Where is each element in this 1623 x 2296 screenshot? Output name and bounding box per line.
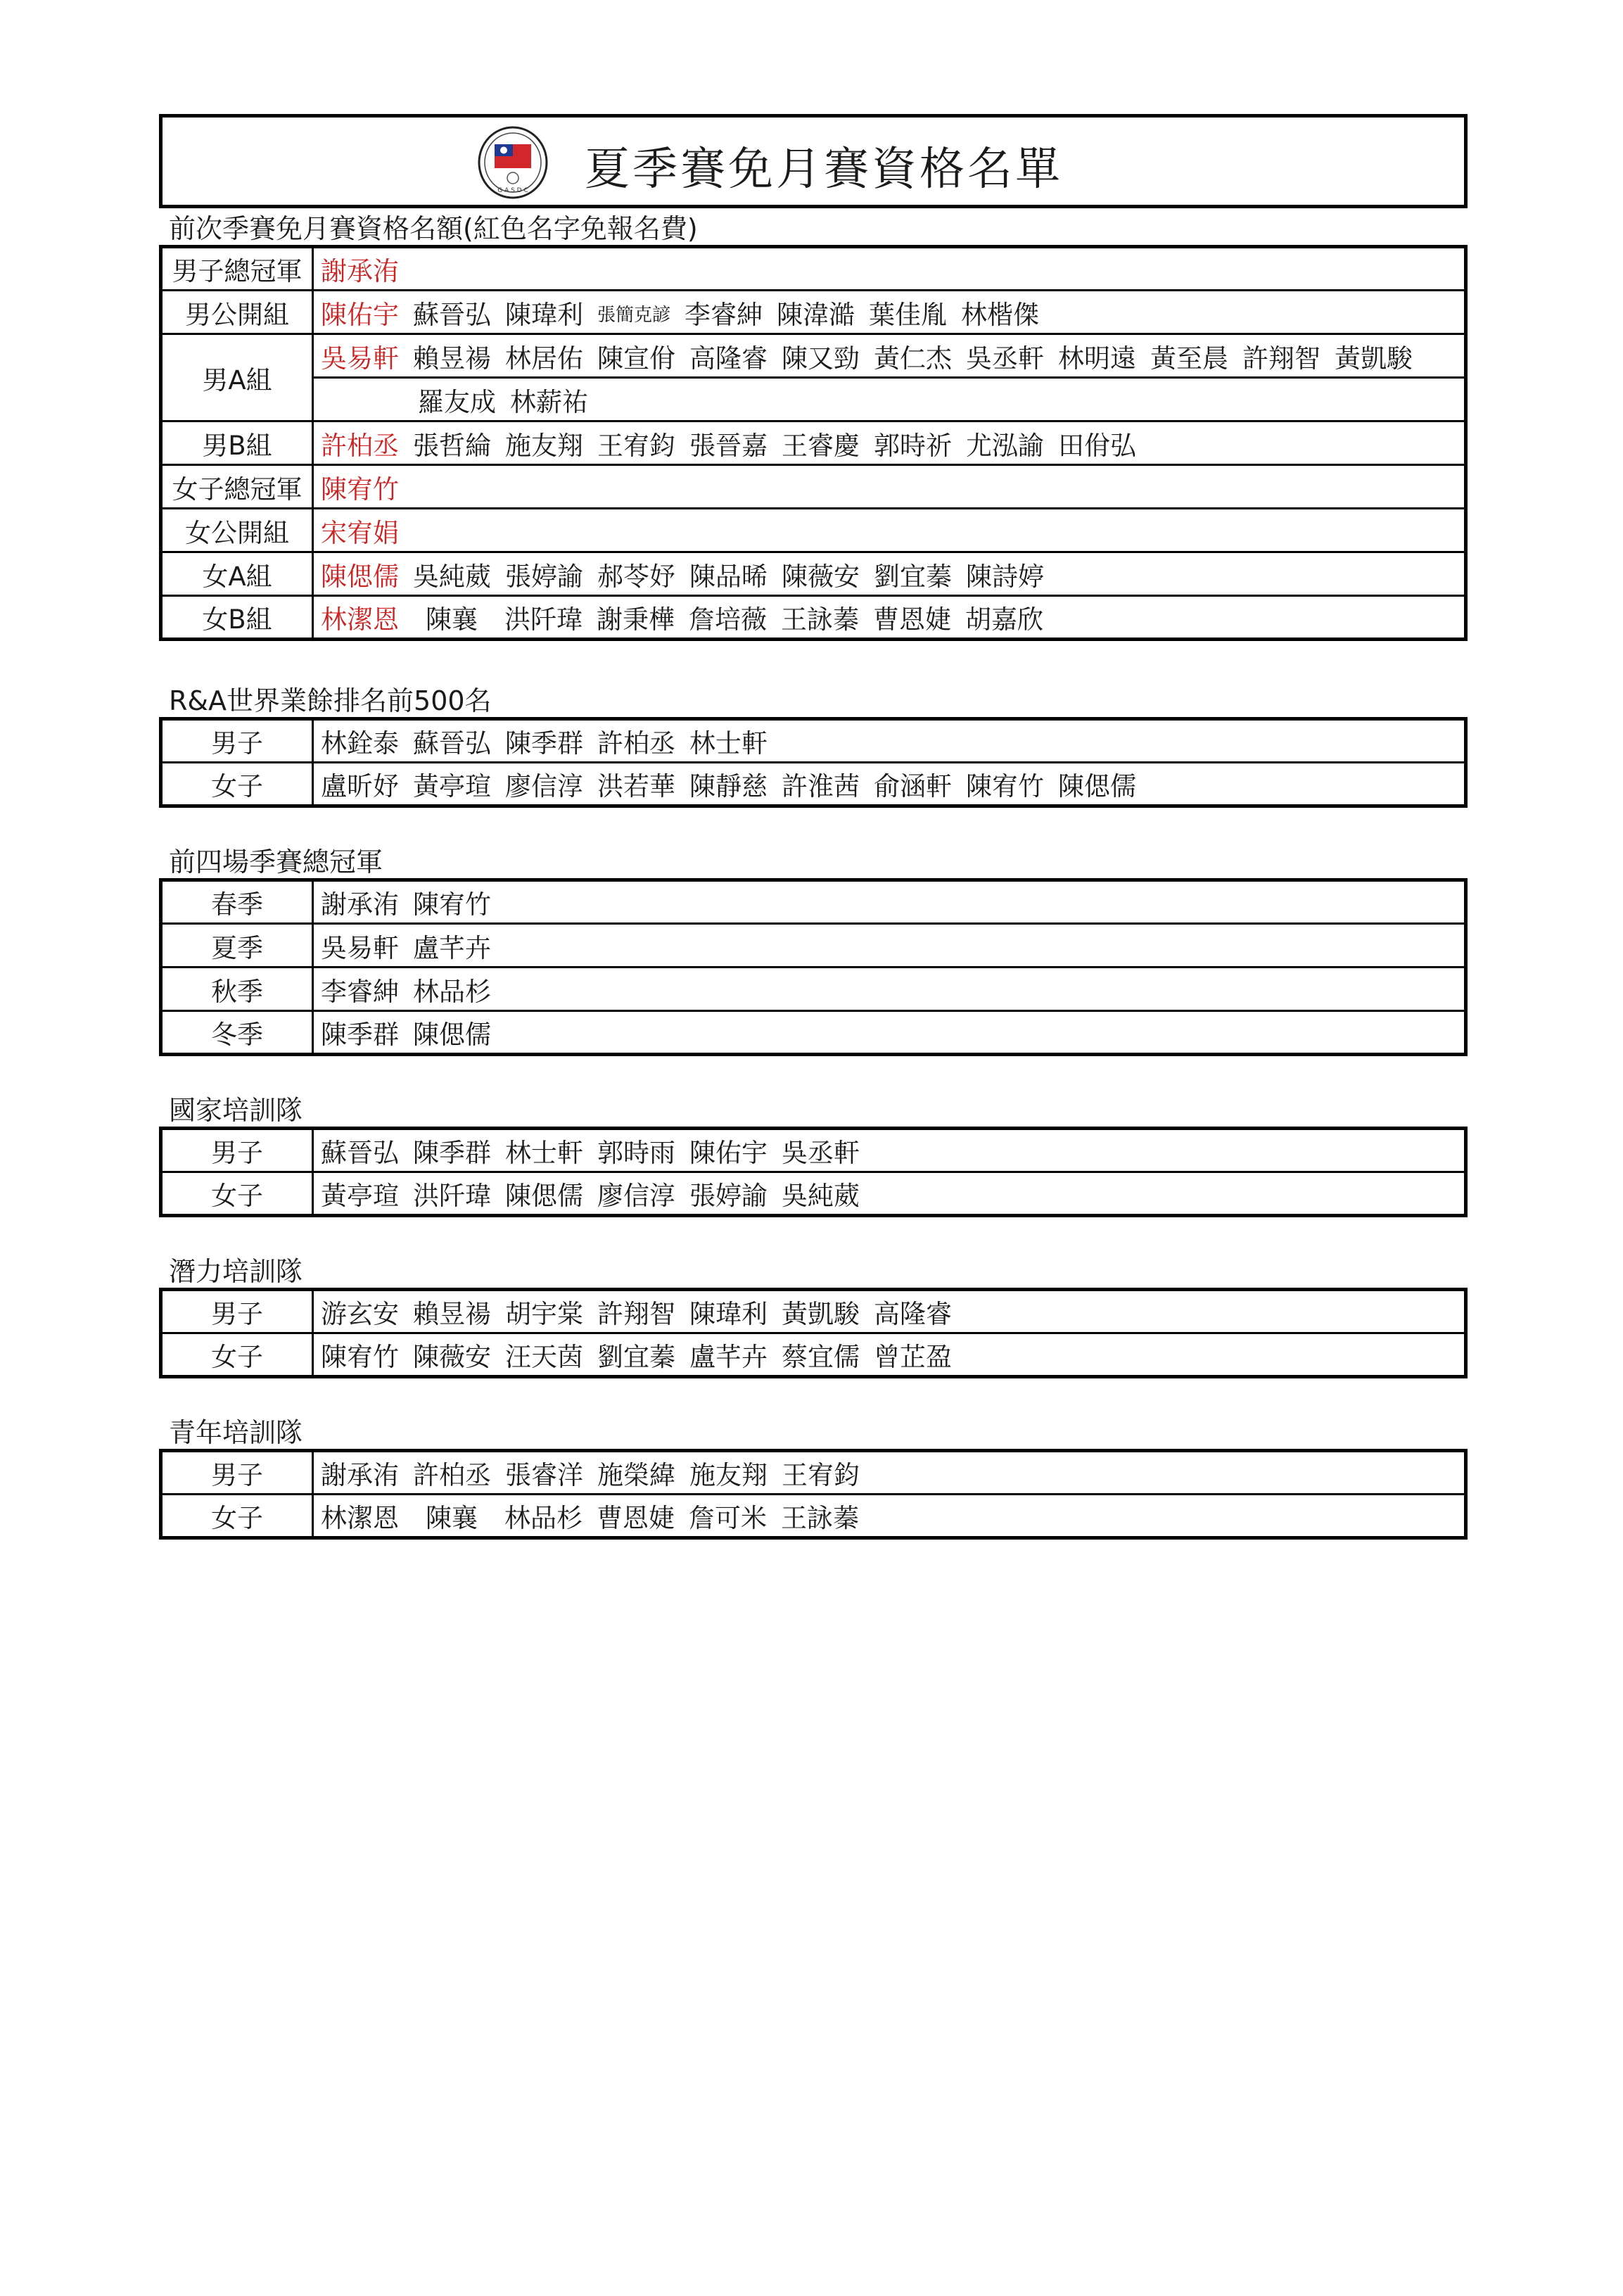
category-cell: 夏季: [161, 924, 313, 968]
table-row: [161, 465, 1466, 509]
prev-season-table: [159, 245, 1468, 641]
player-name: 游玄安: [321, 1299, 399, 1329]
category-cell: 男子: [161, 719, 313, 763]
player-name: 劉宜蓁: [874, 561, 952, 592]
player-name: 劉宜蓁: [597, 1342, 675, 1372]
player-name: 盧芊卉: [413, 932, 491, 963]
names-cell: [313, 509, 1466, 552]
player-name: 賴昱禓: [413, 1299, 491, 1329]
player-name: 吳易軒: [321, 932, 399, 963]
player-name: 林居佑: [505, 343, 583, 374]
free-entry-name: 陳佑宇: [321, 299, 399, 330]
names-cell: [313, 378, 1466, 421]
player-name: 林明遠: [1058, 343, 1136, 374]
table-row: [161, 1011, 1466, 1055]
table-row: [161, 1495, 1466, 1538]
section-title-champions: 前四場季賽總冠軍: [169, 846, 383, 877]
player-name: 廖信淳: [505, 771, 583, 801]
names-cell: [313, 1333, 1466, 1377]
player-name: 賴昱禓: [413, 343, 491, 374]
player-name: 吳丞軒: [966, 343, 1044, 374]
names-cell: [313, 968, 1466, 1011]
table-row: [161, 378, 1466, 421]
player-name: 許柏丞: [413, 1460, 491, 1490]
player-name: 施友翔: [689, 1460, 768, 1490]
player-name: 李睿紳: [685, 299, 763, 330]
category-cell: 秋季: [161, 968, 313, 1011]
player-name: 尤泓諭: [966, 430, 1044, 461]
names-cell: [313, 1172, 1466, 1216]
player-name: 林薪祐: [510, 386, 588, 417]
player-name: 陳襄: [426, 604, 478, 635]
ranking-table: [159, 717, 1468, 808]
player-name: 林品杉: [413, 976, 491, 1007]
section-title-youth: 青年培訓隊: [169, 1417, 303, 1448]
player-name: 陳詩婷: [966, 561, 1044, 592]
player-name: 葉佳胤: [869, 299, 948, 330]
free-entry-name: 宋宥娟: [321, 517, 399, 548]
player-name: 洪若華: [597, 771, 675, 801]
section-title-potential: 潛力培訓隊: [169, 1256, 303, 1287]
player-name: 洪阡瑋: [504, 604, 583, 635]
category-cell: 男A組: [161, 334, 313, 421]
player-name: 高隆睿: [874, 1299, 952, 1329]
player-name: 施榮緯: [597, 1460, 675, 1490]
names-cell: [313, 1495, 1466, 1538]
player-name: 汪天茵: [505, 1342, 583, 1372]
category-cell: 女子: [161, 1495, 313, 1538]
player-name: 胡宇棠: [505, 1299, 583, 1329]
table-row: [161, 968, 1466, 1011]
names-cell: [313, 1451, 1466, 1495]
player-name: 謝承洧: [321, 1460, 399, 1490]
category-cell: 男子: [161, 1290, 313, 1333]
player-name: 郭時雨: [597, 1138, 675, 1168]
player-name: 吳純葳: [413, 561, 491, 592]
player-name: 陳宣佾: [597, 343, 675, 374]
potential-team-table: [159, 1288, 1468, 1378]
player-name: 林士軒: [505, 1138, 583, 1168]
category-cell: 女B組: [161, 596, 313, 640]
player-name: 張婷諭: [505, 561, 583, 592]
player-name: 盧芊卉: [689, 1342, 768, 1372]
player-name: 陳季群: [321, 1020, 399, 1050]
names-cell: [313, 719, 1466, 763]
category-cell: 冬季: [161, 1011, 313, 1055]
free-entry-name: 吳易軒: [321, 343, 399, 374]
names-cell: [313, 1011, 1466, 1055]
player-name: 林銓泰: [321, 728, 399, 759]
player-name: 陳宥竹: [321, 1342, 399, 1372]
table-row: [161, 509, 1466, 552]
category-cell: 女公開組: [161, 509, 313, 552]
names-cell: [313, 552, 1466, 596]
player-name: 盧昕妤: [321, 771, 399, 801]
section-title-national: 國家培訓隊: [169, 1095, 303, 1126]
player-name: 陳瑋利: [505, 299, 583, 330]
player-name: 陳湋澔: [777, 299, 855, 330]
player-name: 林士軒: [689, 728, 768, 759]
player-name: 蘇晉弘: [413, 728, 491, 759]
table-row: [161, 291, 1466, 334]
player-name: 黃亭瑄: [413, 771, 491, 801]
category-cell: 女子: [161, 763, 313, 806]
names-cell: [313, 421, 1466, 465]
player-name: 陳宥竹: [966, 771, 1044, 801]
player-name: 陳品晞: [689, 561, 768, 592]
player-name: 陳佑宇: [689, 1138, 768, 1168]
player-name: 張晉嘉: [689, 430, 768, 461]
player-name: 蔡宜儒: [782, 1342, 860, 1372]
section-title-prev-season: 前次季賽免月賽資格名額(紅色名字免報名費): [169, 213, 698, 244]
table-row: [161, 719, 1466, 763]
section-title-ranking: R&A世界業餘排名前500名: [169, 685, 492, 716]
category-cell: 男公開組: [161, 291, 313, 334]
player-name: 陳偲儒: [413, 1020, 491, 1050]
free-entry-name: 許柏丞: [321, 430, 399, 461]
player-name: 陳偲儒: [505, 1181, 583, 1211]
player-name: 張哲綸: [413, 430, 491, 461]
table-row: [161, 1172, 1466, 1216]
player-name: 羅友成: [418, 386, 496, 417]
names-cell: [313, 763, 1466, 806]
table-row: [161, 247, 1466, 291]
player-name: 郝苓妤: [597, 561, 675, 592]
player-name: 黃凱駿: [1335, 343, 1413, 374]
category-cell: 男子總冠軍: [161, 247, 313, 291]
player-name: 謝秉樺: [597, 604, 675, 635]
title-box: [159, 114, 1468, 208]
table-row: [161, 1333, 1466, 1377]
champions-table: [159, 878, 1468, 1056]
player-name: 林品杉: [504, 1503, 583, 1533]
player-name: 高隆睿: [689, 343, 768, 374]
player-name: 黃至晨: [1150, 343, 1228, 374]
player-name: 俞涵軒: [874, 771, 952, 801]
player-name: 陳宥竹: [413, 889, 491, 920]
category-cell: 女子總冠軍: [161, 465, 313, 509]
category-cell: 男子: [161, 1451, 313, 1495]
player-name: 張簡克諺: [597, 304, 671, 326]
player-name: 詹可米: [689, 1503, 767, 1533]
table-row: [161, 924, 1466, 968]
player-name: 吳純葳: [782, 1181, 860, 1211]
national-team-table: [159, 1127, 1468, 1217]
player-name: 謝承洧: [321, 889, 399, 920]
player-name: 陳又勁: [782, 343, 860, 374]
player-name: 王睿慶: [782, 430, 860, 461]
player-name: 王詠蓁: [781, 1503, 859, 1533]
category-cell: 女子: [161, 1172, 313, 1216]
player-name: 曹恩婕: [873, 604, 951, 635]
table-row: [161, 1129, 1466, 1172]
player-name: 曾芷盈: [874, 1342, 952, 1372]
svg-text:G A S D C: G A S D C: [497, 187, 528, 194]
player-name: 王詠蓁: [781, 604, 859, 635]
free-entry-name: 林潔恩: [321, 604, 399, 635]
category-cell: 女A組: [161, 552, 313, 596]
names-cell: [313, 247, 1466, 291]
names-cell: [313, 291, 1466, 334]
player-name: 許翔智: [1242, 343, 1320, 374]
player-name: 李睿紳: [321, 976, 399, 1007]
table-row: [161, 763, 1466, 806]
player-name: 林楷傑: [961, 299, 1040, 330]
free-entry-name: 謝承洧: [321, 256, 399, 286]
document-page: [159, 114, 1468, 1540]
player-name: 陳薇安: [782, 561, 860, 592]
player-name: 詹培薇: [689, 604, 767, 635]
association-logo-icon: [476, 125, 550, 201]
table-row: [161, 1451, 1466, 1495]
player-name: 許翔智: [597, 1299, 675, 1329]
player-name: 許淮茜: [782, 771, 860, 801]
player-name: 王宥鈞: [597, 430, 675, 461]
names-cell: [313, 880, 1466, 924]
table-row: [161, 421, 1466, 465]
player-name: 陳季群: [413, 1138, 491, 1168]
player-name: 田佾弘: [1058, 430, 1136, 461]
table-row: [161, 1290, 1466, 1333]
player-name: 吳丞軒: [782, 1138, 860, 1168]
free-entry-name: 陳偲儒: [321, 561, 399, 592]
category-cell: 春季: [161, 880, 313, 924]
category-cell: 女子: [161, 1333, 313, 1377]
player-name: 施友翔: [505, 430, 583, 461]
table-row: [161, 880, 1466, 924]
names-cell: [313, 1290, 1466, 1333]
names-cell: [313, 465, 1466, 509]
player-name: 蘇晉弘: [413, 299, 491, 330]
table-row: [161, 334, 1466, 378]
names-cell: [313, 924, 1466, 968]
table-row: [161, 552, 1466, 596]
category-cell: 男B組: [161, 421, 313, 465]
category-cell: 男子: [161, 1129, 313, 1172]
player-name: 洪阡瑋: [413, 1181, 491, 1211]
player-name: 陳瑋利: [689, 1299, 768, 1329]
player-name: 黃凱駿: [782, 1299, 860, 1329]
player-name: 黃仁杰: [874, 343, 952, 374]
player-name: 陳薇安: [413, 1342, 491, 1372]
free-entry-name: 陳宥竹: [321, 474, 399, 505]
player-name: 張睿洋: [505, 1460, 583, 1490]
player-name: 王宥鈞: [782, 1460, 860, 1490]
player-name: 許柏丞: [597, 728, 675, 759]
names-cell: [313, 334, 1466, 378]
player-name: 陳季群: [505, 728, 583, 759]
player-name: 曹恩婕: [597, 1503, 675, 1533]
page-title: 夏季賽免月賽資格名單: [585, 144, 1063, 196]
player-name: 張婷諭: [689, 1181, 768, 1211]
player-name: 林潔恩: [321, 1503, 399, 1533]
player-name: 蘇晉弘: [321, 1138, 399, 1168]
player-name: 陳偲儒: [1058, 771, 1136, 801]
names-cell: [313, 1129, 1466, 1172]
table-row: [161, 596, 1466, 640]
names-cell: [313, 596, 1466, 640]
player-name: 胡嘉欣: [965, 604, 1043, 635]
youth-team-table: [159, 1449, 1468, 1540]
player-name: 陳襄: [426, 1503, 478, 1533]
player-name: 黃亭瑄: [321, 1181, 399, 1211]
player-name: 郭時祈: [874, 430, 952, 461]
player-name: 陳靜慈: [689, 771, 768, 801]
player-name: 廖信淳: [597, 1181, 675, 1211]
